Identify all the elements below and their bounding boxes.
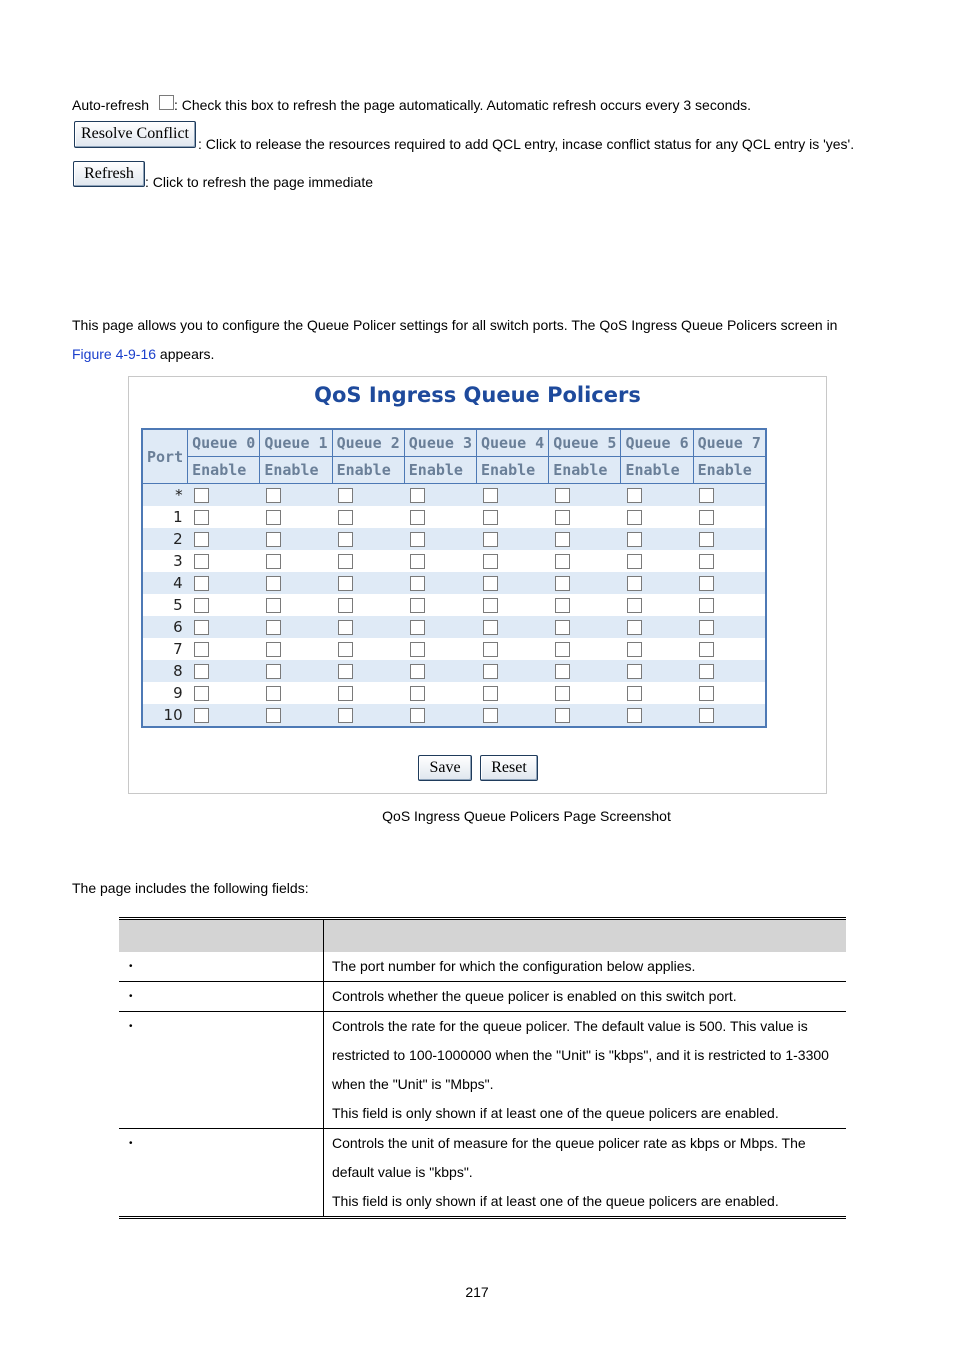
enable-cell <box>332 550 404 572</box>
save-button[interactable]: Save <box>418 755 472 781</box>
enable-cell <box>260 616 332 638</box>
enable-cell <box>477 572 549 594</box>
queue-enable-checkbox[interactable] <box>410 664 425 679</box>
queue-enable-checkbox[interactable] <box>266 686 281 701</box>
field-bullet: • <box>119 952 324 982</box>
queue-header-5: Queue 5 <box>549 429 621 457</box>
enable-header-4: Enable <box>477 457 549 484</box>
enable-cell <box>549 550 621 572</box>
queue-enable-checkbox[interactable] <box>483 642 498 657</box>
enable-cell <box>549 616 621 638</box>
enable-header-2: Enable <box>332 457 404 484</box>
refresh-desc: : Click to refresh the page immediate <box>145 174 373 190</box>
fields-table <box>119 917 846 1219</box>
enable-cell <box>693 682 766 704</box>
enable-cell <box>549 484 621 507</box>
queue-enable-checkbox[interactable] <box>194 554 209 569</box>
auto-refresh-line <box>72 96 751 114</box>
panel-title: QoS Ingress Queue Policers <box>314 383 641 407</box>
enable-cell <box>404 528 476 550</box>
enable-cell <box>621 594 693 616</box>
queue-header-2: Queue 2 <box>332 429 404 457</box>
queue-enable-checkbox[interactable] <box>699 620 714 635</box>
queue-enable-checkbox[interactable] <box>483 686 498 701</box>
queue-enable-checkbox[interactable] <box>483 488 498 503</box>
queue-enable-checkbox[interactable] <box>627 510 642 525</box>
enable-cell <box>188 572 260 594</box>
enable-cell <box>332 638 404 660</box>
queue-enable-checkbox[interactable] <box>555 510 570 525</box>
enable-cell <box>693 528 766 550</box>
field-row <box>119 952 846 982</box>
port-row <box>142 550 766 572</box>
enable-cell <box>188 506 260 528</box>
fields-intro: The page includes the following fields: <box>72 880 309 896</box>
enable-cell <box>549 528 621 550</box>
queue-enable-checkbox[interactable] <box>627 488 642 503</box>
queue-header-1: Queue 1 <box>260 429 332 457</box>
field-description <box>324 1129 847 1218</box>
queue-enable-checkbox[interactable] <box>483 554 498 569</box>
enable-cell <box>693 660 766 682</box>
enable-cell <box>621 572 693 594</box>
queue-enable-checkbox[interactable] <box>555 664 570 679</box>
enable-cell <box>477 550 549 572</box>
enable-cell <box>260 704 332 727</box>
enable-cell <box>188 528 260 550</box>
queue-enable-checkbox[interactable] <box>410 576 425 591</box>
queue-enable-checkbox[interactable] <box>627 554 642 569</box>
field-description-line: Controls the unit of measure for the queue policer rate as kbps or Mbps. The <box>332 1135 806 1151</box>
port-row <box>142 484 766 507</box>
queue-enable-checkbox[interactable] <box>266 642 281 657</box>
enable-header-7: Enable <box>693 457 766 484</box>
queue-enable-checkbox[interactable] <box>338 686 353 701</box>
port-row <box>142 594 766 616</box>
reset-button[interactable]: Reset <box>480 755 538 781</box>
queue-enable-checkbox[interactable] <box>627 664 642 679</box>
enable-cell <box>404 594 476 616</box>
enable-cell <box>621 660 693 682</box>
enable-cell <box>549 660 621 682</box>
queue-enable-checkbox[interactable] <box>410 598 425 613</box>
queue-header-6: Queue 6 <box>621 429 693 457</box>
queue-enable-checkbox[interactable] <box>410 708 425 723</box>
queue-enable-checkbox[interactable] <box>338 598 353 613</box>
port-number: 6 <box>142 616 188 638</box>
enable-cell <box>693 638 766 660</box>
queue-enable-checkbox[interactable] <box>194 708 209 723</box>
field-description-line: This field is only shown if at least one of the queue policers are enabled. <box>332 1193 779 1209</box>
queue-enable-checkbox[interactable] <box>627 598 642 613</box>
queue-enable-checkbox[interactable] <box>410 642 425 657</box>
port-number: 3 <box>142 550 188 572</box>
queue-header-4: Queue 4 <box>477 429 549 457</box>
enable-cell <box>404 704 476 727</box>
enable-cell <box>404 638 476 660</box>
auto-refresh-desc: : Check this box to refresh the page automatically. Automatic refresh occurs every 3 seconds. <box>173 97 752 113</box>
queue-enable-checkbox[interactable] <box>483 598 498 613</box>
enable-cell <box>332 682 404 704</box>
port-number: 8 <box>142 660 188 682</box>
enable-cell <box>260 594 332 616</box>
enable-cell <box>477 682 549 704</box>
queue-enable-checkbox[interactable] <box>555 598 570 613</box>
enable-cell <box>693 572 766 594</box>
fields-header-object <box>119 919 324 953</box>
enable-cell <box>549 594 621 616</box>
field-description <box>324 1012 847 1129</box>
port-row <box>142 638 766 660</box>
enable-cell <box>404 682 476 704</box>
enable-cell <box>260 638 332 660</box>
queue-enable-checkbox[interactable] <box>266 554 281 569</box>
field-row <box>119 1129 846 1218</box>
enable-cell <box>477 506 549 528</box>
port-number: 1 <box>142 506 188 528</box>
queue-enable-checkbox[interactable] <box>627 576 642 591</box>
port-number: 4 <box>142 572 188 594</box>
field-bullet: • <box>119 982 324 1012</box>
queue-enable-checkbox[interactable] <box>266 708 281 723</box>
queue-enable-checkbox[interactable] <box>194 686 209 701</box>
enable-cell <box>693 506 766 528</box>
enable-cell <box>188 616 260 638</box>
enable-cell <box>188 660 260 682</box>
queue-enable-checkbox[interactable] <box>338 488 353 503</box>
auto-refresh-label: Auto-refresh <box>72 97 150 113</box>
queue-enable-checkbox[interactable] <box>627 686 642 701</box>
queue-enable-checkbox[interactable] <box>338 576 353 591</box>
enable-cell <box>477 704 549 727</box>
port-number: 10 <box>142 704 188 727</box>
enable-cell <box>621 638 693 660</box>
queue-enable-checkbox[interactable] <box>410 510 425 525</box>
intro-text: This page allows you to configure the Queue Policer settings for all switch ports. The QoS Ingress Queue Policers screen in <box>72 317 838 333</box>
queue-enable-checkbox[interactable] <box>699 598 714 613</box>
queue-enable-checkbox[interactable] <box>338 532 353 547</box>
enable-cell <box>404 572 476 594</box>
queue-enable-checkbox[interactable] <box>699 686 714 701</box>
queue-enable-checkbox[interactable] <box>699 554 714 569</box>
field-description <box>324 982 847 1012</box>
queue-enable-checkbox[interactable] <box>194 642 209 657</box>
queue-header-7: Queue 7 <box>693 429 766 457</box>
port-number: 5 <box>142 594 188 616</box>
enable-cell <box>332 660 404 682</box>
queue-policer-table <box>141 428 767 728</box>
queue-enable-checkbox[interactable] <box>627 620 642 635</box>
queue-enable-checkbox[interactable] <box>194 620 209 635</box>
port-row <box>142 506 766 528</box>
port-row <box>142 704 766 727</box>
queue-enable-checkbox[interactable] <box>266 576 281 591</box>
page-number: 217 <box>465 1284 489 1300</box>
enable-cell <box>332 484 404 507</box>
field-description-line: The port number for which the configuration below applies. <box>332 958 696 974</box>
field-bullet: • <box>119 1129 324 1218</box>
resolve-conflict-desc: : Click to release the resources required to add QCL entry, incase conflict status for any QCL entry is 'yes'. <box>198 136 855 152</box>
queue-enable-checkbox[interactable] <box>266 598 281 613</box>
enable-cell <box>332 528 404 550</box>
queue-enable-checkbox[interactable] <box>194 510 209 525</box>
queue-enable-checkbox[interactable] <box>699 708 714 723</box>
figure-caption: QoS Ingress Queue Policers Page Screenshot <box>382 808 671 824</box>
field-description-line: Controls the rate for the queue policer. The default value is 500. This value is <box>332 1018 808 1034</box>
fields-header-row <box>119 919 846 953</box>
enable-cell <box>188 484 260 507</box>
queue-enable-checkbox[interactable] <box>555 532 570 547</box>
enable-cell <box>260 550 332 572</box>
queue-enable-checkbox[interactable] <box>699 532 714 547</box>
enable-header-5: Enable <box>549 457 621 484</box>
enable-cell <box>477 484 549 507</box>
enable-cell <box>693 594 766 616</box>
queue-enable-checkbox[interactable] <box>194 576 209 591</box>
queue-enable-checkbox[interactable] <box>483 664 498 679</box>
enable-cell <box>693 704 766 727</box>
enable-cell <box>260 682 332 704</box>
queue-enable-checkbox[interactable] <box>338 620 353 635</box>
intro-tail: appears. <box>156 346 215 362</box>
enable-cell <box>404 550 476 572</box>
queue-enable-checkbox[interactable] <box>194 532 209 547</box>
queue-enable-checkbox[interactable] <box>483 708 498 723</box>
enable-cell <box>621 704 693 727</box>
enable-cell <box>332 704 404 727</box>
enable-cell <box>260 484 332 507</box>
queue-enable-checkbox[interactable] <box>483 510 498 525</box>
queue-enable-checkbox[interactable] <box>483 620 498 635</box>
port-row <box>142 572 766 594</box>
queue-enable-checkbox[interactable] <box>338 708 353 723</box>
queue-enable-checkbox[interactable] <box>627 708 642 723</box>
queue-enable-checkbox[interactable] <box>699 488 714 503</box>
enable-cell <box>549 572 621 594</box>
field-row <box>119 1012 846 1129</box>
enable-cell <box>332 616 404 638</box>
enable-header-3: Enable <box>404 457 476 484</box>
enable-cell <box>549 638 621 660</box>
queue-enable-checkbox[interactable] <box>266 620 281 635</box>
queue-enable-checkbox[interactable] <box>194 598 209 613</box>
port-number: 9 <box>142 682 188 704</box>
enable-cell <box>332 506 404 528</box>
enable-cell <box>693 550 766 572</box>
enable-cell <box>404 660 476 682</box>
enable-header-0: Enable <box>188 457 260 484</box>
field-bullet: • <box>119 1012 324 1129</box>
queue-header-3: Queue 3 <box>404 429 476 457</box>
enable-cell <box>332 594 404 616</box>
queue-enable-checkbox[interactable] <box>699 642 714 657</box>
enable-cell <box>621 506 693 528</box>
field-description-line: default value is "kbps". <box>332 1164 473 1180</box>
queue-enable-checkbox[interactable] <box>627 642 642 657</box>
queue-enable-checkbox[interactable] <box>555 686 570 701</box>
enable-cell <box>693 616 766 638</box>
figure-link[interactable]: Figure 4-9-16 <box>72 346 157 362</box>
queue-enable-checkbox[interactable] <box>338 642 353 657</box>
refresh-button[interactable]: Refresh <box>73 161 145 187</box>
queue-enable-checkbox[interactable] <box>555 554 570 569</box>
queue-enable-checkbox[interactable] <box>338 554 353 569</box>
enable-cell <box>621 528 693 550</box>
queue-enable-checkbox[interactable] <box>410 488 425 503</box>
enable-header-1: Enable <box>260 457 332 484</box>
field-description-line: Controls whether the queue policer is enabled on this switch port. <box>332 988 737 1004</box>
port-number: 2 <box>142 528 188 550</box>
queue-enable-checkbox[interactable] <box>699 664 714 679</box>
enable-cell <box>621 550 693 572</box>
enable-cell <box>260 506 332 528</box>
enable-cell <box>477 660 549 682</box>
enable-cell <box>477 594 549 616</box>
screenshot-panel <box>128 376 827 794</box>
queue-enable-checkbox[interactable] <box>627 532 642 547</box>
queue-enable-checkbox[interactable] <box>266 488 281 503</box>
enable-cell <box>188 594 260 616</box>
enable-cell <box>260 528 332 550</box>
enable-cell <box>404 506 476 528</box>
port-row <box>142 528 766 550</box>
queue-enable-checkbox[interactable] <box>699 576 714 591</box>
enable-cell <box>477 638 549 660</box>
queue-enable-checkbox[interactable] <box>410 532 425 547</box>
enable-cell <box>549 704 621 727</box>
enable-cell <box>621 484 693 507</box>
queue-enable-checkbox[interactable] <box>266 664 281 679</box>
port-number: * <box>142 484 188 507</box>
enable-cell <box>260 660 332 682</box>
auto-refresh-checkbox[interactable] <box>159 95 174 110</box>
enable-cell <box>477 616 549 638</box>
queue-enable-checkbox[interactable] <box>410 686 425 701</box>
enable-cell <box>549 506 621 528</box>
port-row <box>142 660 766 682</box>
port-row <box>142 682 766 704</box>
enable-cell <box>621 682 693 704</box>
queue-enable-checkbox[interactable] <box>483 576 498 591</box>
queue-enable-checkbox[interactable] <box>194 488 209 503</box>
queue-enable-checkbox[interactable] <box>410 554 425 569</box>
queue-enable-checkbox[interactable] <box>555 708 570 723</box>
fields-header-description <box>324 919 847 953</box>
enable-cell <box>549 682 621 704</box>
enable-cell <box>477 528 549 550</box>
field-description-line: restricted to 100-1000000 when the "Unit" is "kbps", and it is restricted to 1-3300 <box>332 1047 829 1063</box>
enable-cell <box>404 484 476 507</box>
enable-cell <box>404 616 476 638</box>
queue-enable-checkbox[interactable] <box>555 576 570 591</box>
queue-header-0: Queue 0 <box>188 429 260 457</box>
enable-cell <box>621 616 693 638</box>
queue-enable-checkbox[interactable] <box>338 664 353 679</box>
port-number: 7 <box>142 638 188 660</box>
enable-cell <box>188 550 260 572</box>
queue-enable-checkbox[interactable] <box>194 664 209 679</box>
queue-enable-checkbox[interactable] <box>410 620 425 635</box>
enable-cell <box>260 572 332 594</box>
enable-cell <box>693 484 766 507</box>
queue-enable-checkbox[interactable] <box>483 532 498 547</box>
queue-enable-checkbox[interactable] <box>555 620 570 635</box>
enable-cell <box>188 704 260 727</box>
field-description-line: This field is only shown if at least one of the queue policers are enabled. <box>332 1105 779 1121</box>
port-header: Port <box>142 429 188 484</box>
enable-cell <box>332 572 404 594</box>
queue-enable-checkbox[interactable] <box>555 488 570 503</box>
queue-enable-checkbox[interactable] <box>338 510 353 525</box>
enable-header-6: Enable <box>621 457 693 484</box>
queue-enable-checkbox[interactable] <box>699 510 714 525</box>
resolve-conflict-button[interactable]: Resolve Conflict <box>74 121 196 148</box>
field-row <box>119 982 846 1012</box>
queue-enable-checkbox[interactable] <box>266 510 281 525</box>
port-row <box>142 616 766 638</box>
field-description <box>324 952 847 982</box>
intro-line-2 <box>72 345 214 363</box>
queue-enable-checkbox[interactable] <box>266 532 281 547</box>
queue-enable-checkbox[interactable] <box>555 642 570 657</box>
enable-cell <box>188 682 260 704</box>
enable-cell <box>188 638 260 660</box>
field-description-line: when the "Unit" is "Mbps". <box>332 1076 494 1092</box>
